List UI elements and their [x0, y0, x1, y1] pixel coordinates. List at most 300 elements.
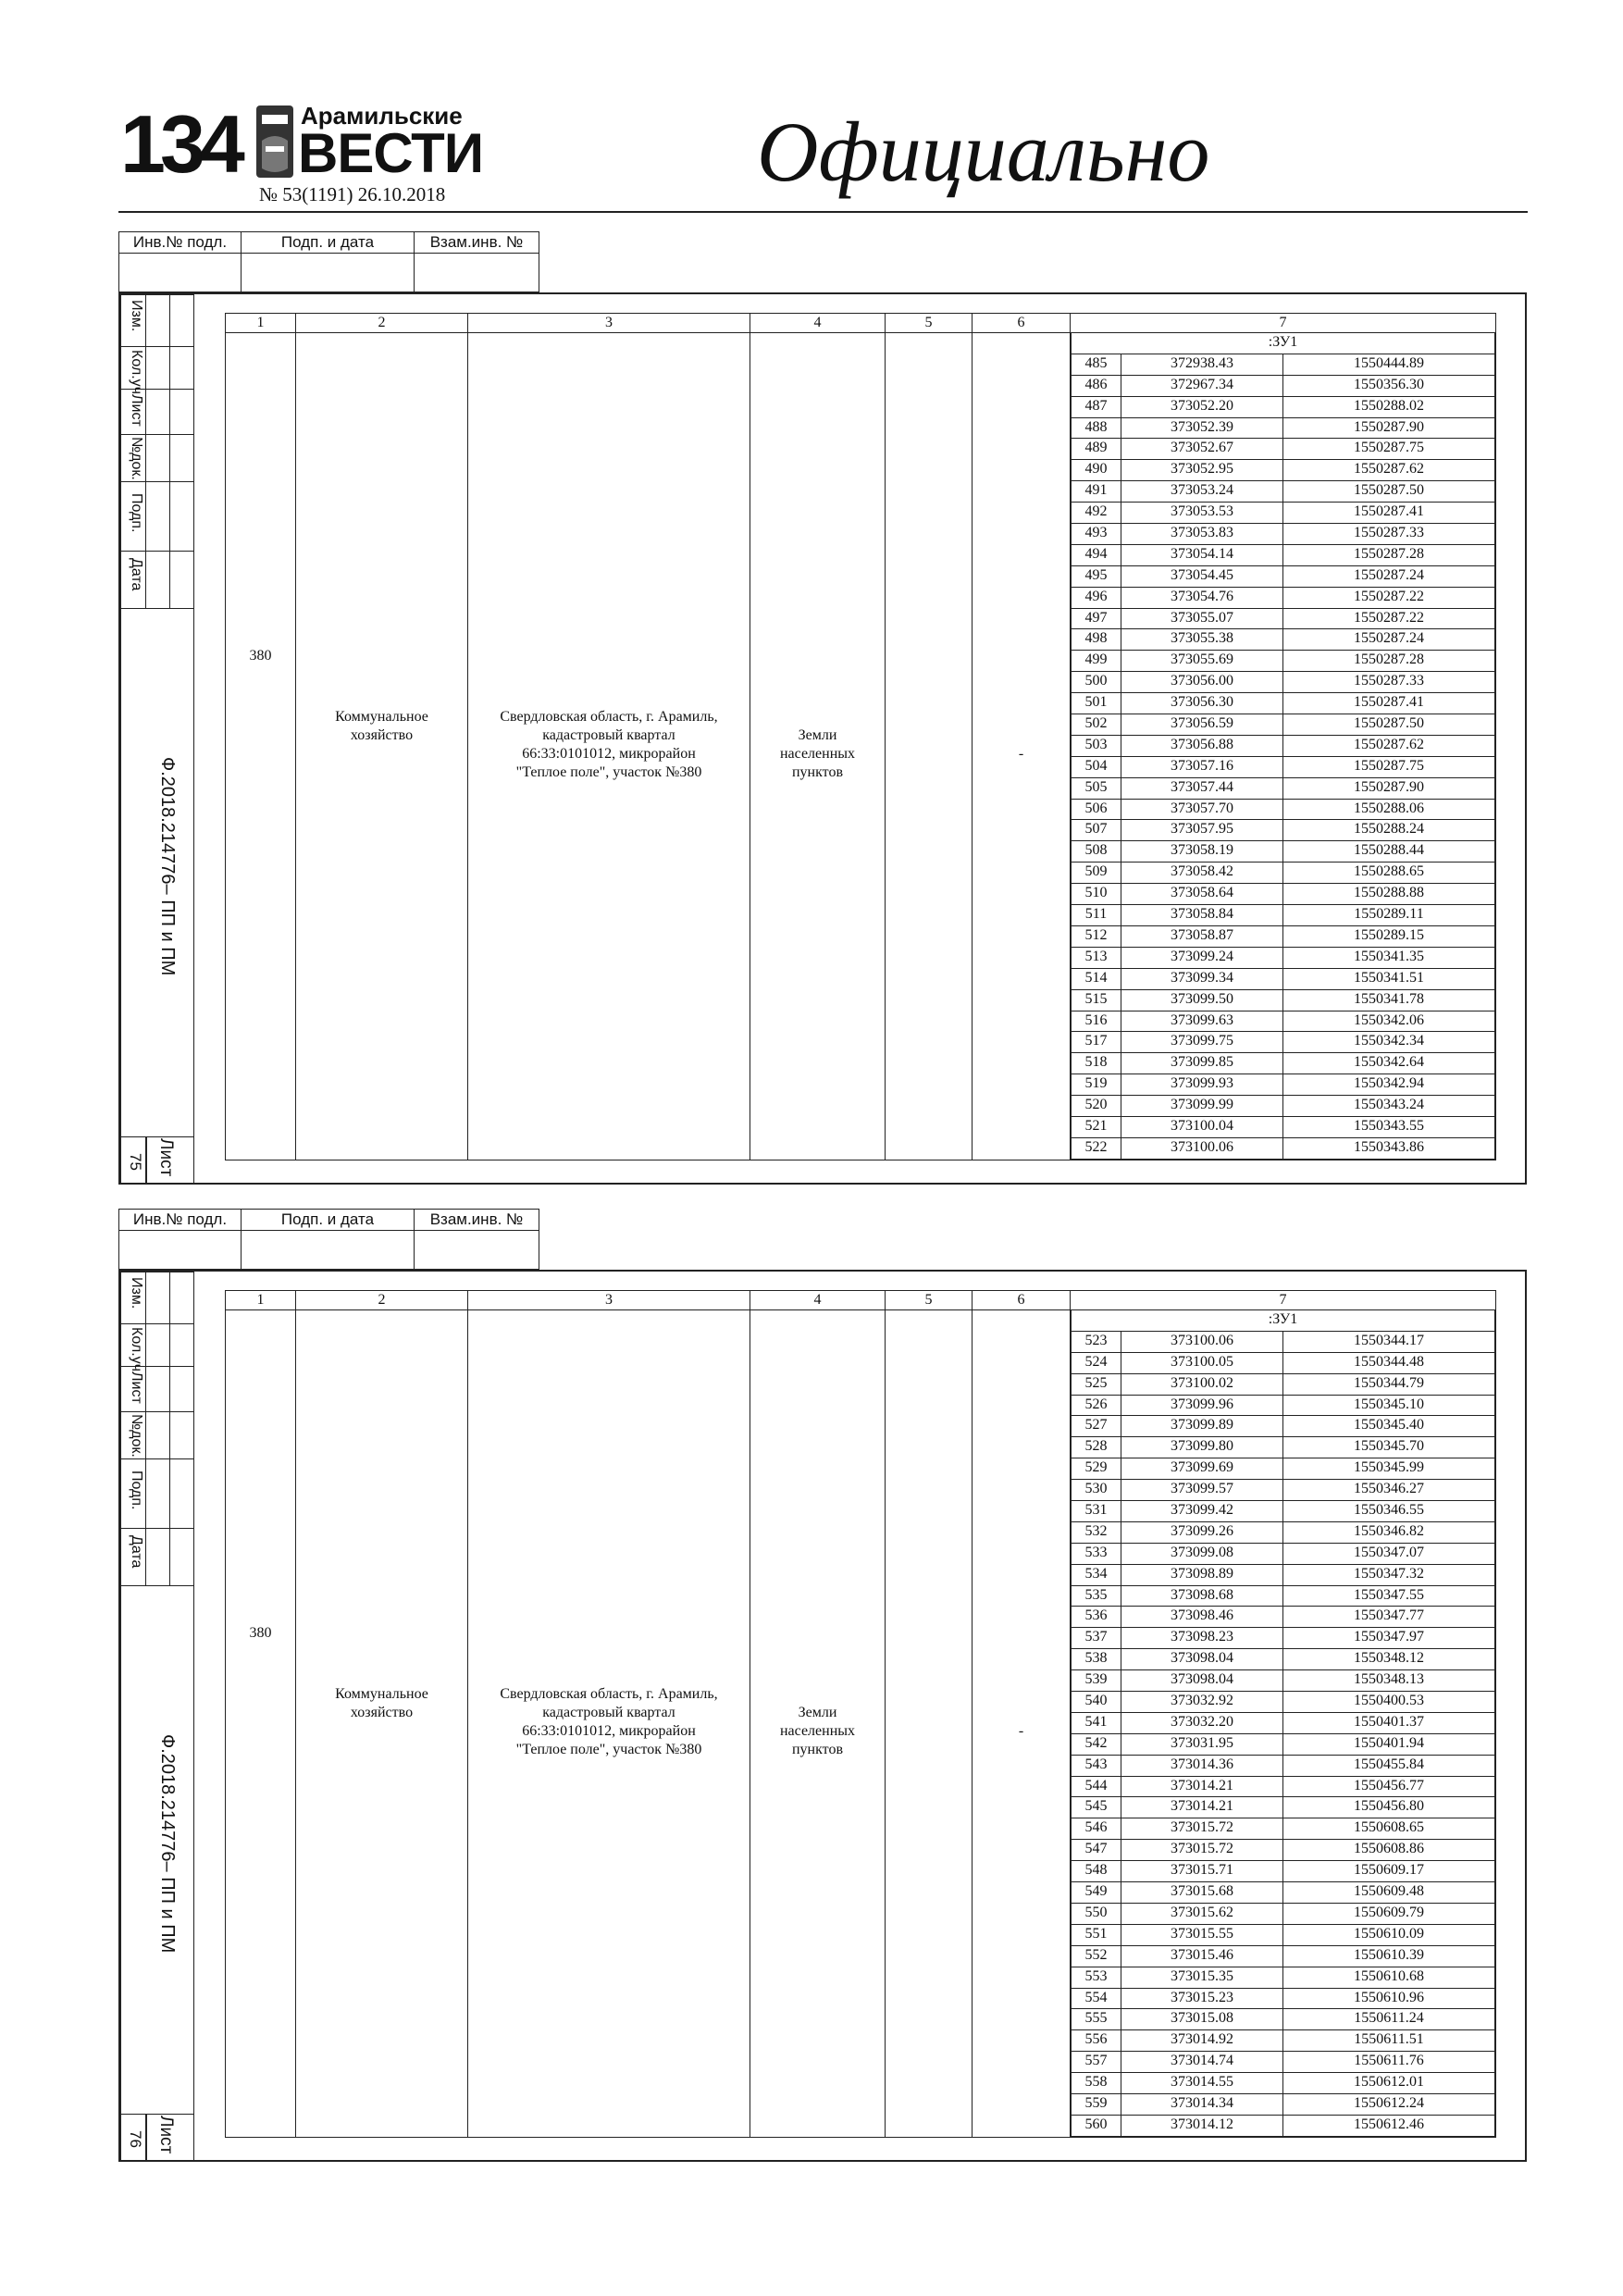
- col5-cell: [886, 1310, 973, 2138]
- col6-value: -: [1018, 746, 1024, 762]
- row-number: 380: [249, 1625, 272, 1641]
- main-table: [225, 313, 1496, 1160]
- side-label-ndok: №док.: [129, 1414, 144, 1458]
- point-number: 548: [1072, 1861, 1121, 1882]
- point-number: 498: [1072, 629, 1121, 651]
- coord-y: 1550342.64: [1283, 1053, 1495, 1074]
- table-row: [1072, 1818, 1495, 1840]
- side-label-koluch: Кол.уч: [129, 1327, 144, 1371]
- table-row: [1072, 777, 1495, 799]
- sign-label: Подп. и дата: [241, 1209, 415, 1231]
- coord-x: 373098.04: [1121, 1649, 1283, 1670]
- coord-y: 1550342.34: [1283, 1032, 1495, 1053]
- table-row: [1072, 629, 1495, 651]
- coord-y: 1550344.79: [1283, 1373, 1495, 1395]
- coord-y: 1550287.75: [1283, 439, 1495, 460]
- point-number: 556: [1072, 2030, 1121, 2052]
- coord-x: 373015.46: [1121, 1945, 1283, 1967]
- coord-x: 373055.69: [1121, 651, 1283, 672]
- coord-y: 1550287.24: [1283, 565, 1495, 587]
- inv-label: Инв.№ подл.: [118, 1209, 242, 1231]
- table-row: [1072, 1074, 1495, 1096]
- point-number: 538: [1072, 1649, 1121, 1670]
- coord-x: 373054.45: [1121, 565, 1283, 587]
- coord-x: 373098.89: [1121, 1564, 1283, 1585]
- coord-y: 1550609.79: [1283, 1903, 1495, 1924]
- coord-y: 1550344.48: [1283, 1352, 1495, 1373]
- table-row: [1072, 1967, 1495, 1988]
- land-use: [296, 1310, 467, 1722]
- zu-label: :ЗУ1: [1072, 333, 1495, 354]
- coord-x: 373056.00: [1121, 672, 1283, 693]
- coord-x: 373054.14: [1121, 544, 1283, 565]
- coord-y: 1550609.48: [1283, 1882, 1495, 1904]
- table-row: [1072, 1352, 1495, 1373]
- point-number: 524: [1072, 1352, 1121, 1373]
- coord-y: 1550345.99: [1283, 1458, 1495, 1480]
- table-row: [1072, 417, 1495, 439]
- table-row: [1072, 1543, 1495, 1564]
- coord-x: 373015.35: [1121, 1967, 1283, 1988]
- side-label-koluch: Кол.уч: [129, 350, 144, 394]
- brand-top: Арамильские: [301, 102, 463, 130]
- col-header: 3: [468, 314, 750, 333]
- point-number: 491: [1072, 481, 1121, 503]
- coord-x: 373057.95: [1121, 820, 1283, 841]
- coord-x: 373099.80: [1121, 1437, 1283, 1458]
- point-number: 553: [1072, 1967, 1121, 1988]
- address-line: "Теплое поле", участок №380: [515, 1742, 702, 1757]
- point-number: 486: [1072, 375, 1121, 396]
- table-row: [1072, 1861, 1495, 1882]
- point-number: 502: [1072, 714, 1121, 736]
- coord-y: 1550345.70: [1283, 1437, 1495, 1458]
- coord-y: 1550287.28: [1283, 651, 1495, 672]
- table-row: [1072, 714, 1495, 736]
- point-number: 499: [1072, 651, 1121, 672]
- point-number: 544: [1072, 1776, 1121, 1797]
- point-number: 533: [1072, 1543, 1121, 1564]
- coord-x: 373099.63: [1121, 1011, 1283, 1032]
- side-label-podp: Подп.: [129, 1471, 144, 1510]
- coord-y: 1550346.55: [1283, 1501, 1495, 1522]
- coord-x: 373100.06: [1121, 1137, 1283, 1159]
- coord-y: 1550612.01: [1283, 2073, 1495, 2094]
- coord-y: 1550610.96: [1283, 1988, 1495, 2009]
- point-number: 490: [1072, 460, 1121, 481]
- table-row: [1072, 1373, 1495, 1395]
- coord-x: 373100.05: [1121, 1352, 1283, 1373]
- vzam-value: [414, 253, 539, 292]
- point-number: 511: [1072, 905, 1121, 926]
- coord-x: 373014.34: [1121, 2093, 1283, 2115]
- col-header: 2: [296, 1291, 468, 1310]
- coord-x: 373099.42: [1121, 1501, 1283, 1522]
- table-row: [1072, 1416, 1495, 1437]
- table-row: [1072, 439, 1495, 460]
- vzam-label: Взам.инв. №: [414, 231, 539, 254]
- side-label-izm: Изм.: [129, 300, 144, 332]
- table-row: [1072, 841, 1495, 863]
- point-number: 510: [1072, 884, 1121, 905]
- point-number: 540: [1072, 1692, 1121, 1713]
- vzam-value: [414, 1230, 539, 1270]
- point-number: 525: [1072, 1373, 1121, 1395]
- coord-x: 373015.72: [1121, 1840, 1283, 1861]
- point-number: 500: [1072, 672, 1121, 693]
- zu-label: :ЗУ1: [1072, 1310, 1495, 1331]
- sheet-label: Лист: [156, 2116, 176, 2154]
- issue-info: № 53(1191) 26.10.2018: [259, 183, 446, 205]
- coord-x: 372967.34: [1121, 375, 1283, 396]
- point-number: 522: [1072, 1137, 1121, 1159]
- coord-y: 1550611.76: [1283, 2052, 1495, 2073]
- sheet-number: 75: [127, 1153, 144, 1171]
- category-line: пунктов: [791, 764, 844, 780]
- coord-y: 1550288.24: [1283, 820, 1495, 841]
- table-row: [1072, 1607, 1495, 1628]
- coord-x: 373058.84: [1121, 905, 1283, 926]
- point-number: 485: [1072, 354, 1121, 375]
- coord-y: 1550343.55: [1283, 1116, 1495, 1137]
- coord-x: 373015.23: [1121, 1988, 1283, 2009]
- coord-x: 372938.43: [1121, 354, 1283, 375]
- point-number: 531: [1072, 1501, 1121, 1522]
- point-number: 552: [1072, 1945, 1121, 1967]
- sheet-no-divider: [145, 2114, 147, 2162]
- point-number: 543: [1072, 1755, 1121, 1776]
- col-header: 6: [973, 314, 1071, 333]
- point-number: 513: [1072, 947, 1121, 968]
- coord-x: 373052.67: [1121, 439, 1283, 460]
- point-number: 501: [1072, 693, 1121, 714]
- coord-y: 1550287.22: [1283, 587, 1495, 608]
- category-line: населенных: [779, 1723, 856, 1739]
- point-number: 526: [1072, 1395, 1121, 1416]
- table-row: [1072, 863, 1495, 884]
- table-row: [1072, 1011, 1495, 1032]
- coord-y: 1550400.53: [1283, 1692, 1495, 1713]
- table-row: [1072, 565, 1495, 587]
- coord-y: 1550287.41: [1283, 693, 1495, 714]
- coord-x: 373014.12: [1121, 2115, 1283, 2136]
- coord-y: 1550344.17: [1283, 1331, 1495, 1352]
- inv-label: Инв.№ подл.: [118, 231, 242, 254]
- land-use-line: Коммунальное: [335, 1686, 428, 1702]
- table-row: [1072, 1331, 1495, 1352]
- brand-main: ВЕСТИ: [298, 122, 483, 184]
- table-row: [1072, 587, 1495, 608]
- table-row: [1072, 1032, 1495, 1053]
- side-label-podp: Подп.: [129, 493, 144, 533]
- coord-x: 373014.92: [1121, 2030, 1283, 2052]
- table-row: [1072, 1776, 1495, 1797]
- coord-x: 373057.70: [1121, 799, 1283, 820]
- point-number: 539: [1072, 1670, 1121, 1692]
- point-number: 512: [1072, 925, 1121, 947]
- coord-y: 1550287.33: [1283, 524, 1495, 545]
- table-row: [1072, 524, 1495, 545]
- point-number: 555: [1072, 2009, 1121, 2030]
- doc-code: Ф.2018.214776– ПП и ПМ: [157, 757, 178, 976]
- coord-x: 373032.92: [1121, 1692, 1283, 1713]
- col-header: 7: [1071, 314, 1496, 333]
- coord-y: 1550610.39: [1283, 1945, 1495, 1967]
- point-number: 532: [1072, 1521, 1121, 1543]
- point-number: 523: [1072, 1331, 1121, 1352]
- col-header: 5: [886, 1291, 973, 1310]
- coord-x: 373098.46: [1121, 1607, 1283, 1628]
- coord-y: 1550287.28: [1283, 544, 1495, 565]
- coord-x: 373015.68: [1121, 1882, 1283, 1904]
- coord-x: 373014.36: [1121, 1755, 1283, 1776]
- side-label-data: Дата: [129, 1535, 144, 1569]
- table-row: [1072, 1585, 1495, 1607]
- table-row: [1072, 1458, 1495, 1480]
- category-line: населенных: [779, 746, 856, 762]
- address: [468, 1310, 750, 1759]
- rubric-title: Официально: [757, 105, 1210, 199]
- coord-x: 373015.62: [1121, 1903, 1283, 1924]
- point-number: 529: [1072, 1458, 1121, 1480]
- coord-y: 1550444.89: [1283, 354, 1495, 375]
- coord-x: 373058.42: [1121, 863, 1283, 884]
- land-use-line: хозяйство: [350, 1705, 414, 1720]
- coord-y: 1550612.46: [1283, 2115, 1495, 2136]
- coord-y: 1550347.55: [1283, 1585, 1495, 1607]
- sign-value: [241, 253, 415, 292]
- table-row: [1072, 989, 1495, 1011]
- table-row: [1072, 1521, 1495, 1543]
- point-number: 493: [1072, 524, 1121, 545]
- coord-y: 1550356.30: [1283, 375, 1495, 396]
- coord-y: 1550347.97: [1283, 1628, 1495, 1649]
- coord-y: 1550287.24: [1283, 629, 1495, 651]
- address-line: кадастровый квартал: [542, 727, 675, 743]
- coord-y: 1550610.68: [1283, 1967, 1495, 1988]
- coord-x: 373053.24: [1121, 481, 1283, 503]
- table-row: [1072, 968, 1495, 989]
- table-row: [1072, 1988, 1495, 2009]
- coord-y: 1550287.50: [1283, 481, 1495, 503]
- table-row: [1072, 1096, 1495, 1117]
- point-number: 488: [1072, 417, 1121, 439]
- coord-y: 1550456.80: [1283, 1797, 1495, 1818]
- col-header: 1: [226, 314, 296, 333]
- table-row: [1072, 1480, 1495, 1501]
- coord-y: 1550287.90: [1283, 777, 1495, 799]
- table-row: [1072, 2115, 1495, 2136]
- coord-x: 373099.69: [1121, 1458, 1283, 1480]
- sheet-frame: [118, 1270, 1527, 2162]
- coord-x: 373099.96: [1121, 1395, 1283, 1416]
- table-row: [1072, 1116, 1495, 1137]
- stamp-topbox: [118, 1209, 539, 1270]
- main-table: [225, 1290, 1496, 2138]
- coord-y: 1550456.77: [1283, 1776, 1495, 1797]
- point-number: 554: [1072, 1988, 1121, 2009]
- table-row: [1072, 2073, 1495, 2094]
- coord-y: 1550289.11: [1283, 905, 1495, 926]
- table-row: [1072, 2093, 1495, 2115]
- row-number: 380: [249, 648, 272, 664]
- table-row: [1072, 925, 1495, 947]
- coord-x: 373058.64: [1121, 884, 1283, 905]
- coord-x: 373099.34: [1121, 968, 1283, 989]
- coord-y: 1550346.82: [1283, 1521, 1495, 1543]
- address-line: Свердловская область, г. Арамиль,: [500, 1686, 718, 1702]
- point-number: 537: [1072, 1628, 1121, 1649]
- address: [468, 333, 750, 782]
- point-number: 541: [1072, 1712, 1121, 1733]
- point-number: 545: [1072, 1797, 1121, 1818]
- coord-x: 373099.57: [1121, 1480, 1283, 1501]
- coord-y: 1550347.32: [1283, 1564, 1495, 1585]
- table-row: [1072, 2009, 1495, 2030]
- point-number: 487: [1072, 396, 1121, 417]
- coord-y: 1550345.10: [1283, 1395, 1495, 1416]
- table-row: [1072, 354, 1495, 375]
- page-number: 134: [120, 98, 240, 190]
- table-row: [1072, 693, 1495, 714]
- table-row: [1072, 1501, 1495, 1522]
- table-row: [1072, 1733, 1495, 1755]
- land-category: [750, 1310, 885, 1759]
- coord-x: 373014.55: [1121, 2073, 1283, 2094]
- side-label-list: Лист: [129, 394, 144, 427]
- land-use-line: Коммунальное: [335, 709, 428, 725]
- point-number: 506: [1072, 799, 1121, 820]
- point-number: 497: [1072, 608, 1121, 629]
- coord-x: 373053.83: [1121, 524, 1283, 545]
- coords-table: [1071, 333, 1495, 1160]
- coord-x: 373052.95: [1121, 460, 1283, 481]
- point-number: 517: [1072, 1032, 1121, 1053]
- sheet-label: Лист: [156, 1138, 176, 1177]
- coord-y: 1550608.65: [1283, 1818, 1495, 1840]
- sheet-frame: [118, 292, 1527, 1185]
- coord-x: 373057.44: [1121, 777, 1283, 799]
- coord-x: 373058.19: [1121, 841, 1283, 863]
- side-label-izm: Изм.: [129, 1277, 144, 1309]
- land-use: [296, 333, 467, 745]
- coord-y: 1550347.07: [1283, 1543, 1495, 1564]
- point-number: 530: [1072, 1480, 1121, 1501]
- coord-y: 1550346.27: [1283, 1480, 1495, 1501]
- coord-x: 373098.04: [1121, 1670, 1283, 1692]
- coord-x: 373099.08: [1121, 1543, 1283, 1564]
- point-number: 550: [1072, 1903, 1121, 1924]
- coord-x: 373031.95: [1121, 1733, 1283, 1755]
- coord-x: 373099.89: [1121, 1416, 1283, 1437]
- table-row: [1072, 481, 1495, 503]
- table-row: [1072, 375, 1495, 396]
- point-number: 549: [1072, 1882, 1121, 1904]
- land-category: [750, 333, 885, 782]
- coord-x: 373014.74: [1121, 2052, 1283, 2073]
- coord-y: 1550287.22: [1283, 608, 1495, 629]
- col-header: 4: [750, 1291, 886, 1310]
- point-number: 496: [1072, 587, 1121, 608]
- coord-y: 1550341.78: [1283, 989, 1495, 1011]
- sign-value: [241, 1230, 415, 1270]
- coord-y: 1550288.02: [1283, 396, 1495, 417]
- coord-x: 373055.07: [1121, 608, 1283, 629]
- coord-y: 1550288.88: [1283, 884, 1495, 905]
- coord-y: 1550287.33: [1283, 672, 1495, 693]
- coord-y: 1550345.40: [1283, 1416, 1495, 1437]
- point-number: 534: [1072, 1564, 1121, 1585]
- coord-y: 1550401.94: [1283, 1733, 1495, 1755]
- coord-x: 373014.21: [1121, 1776, 1283, 1797]
- point-number: 551: [1072, 1924, 1121, 1945]
- point-number: 494: [1072, 544, 1121, 565]
- coord-y: 1550348.13: [1283, 1670, 1495, 1692]
- coord-x: 373015.72: [1121, 1818, 1283, 1840]
- col-header: 3: [468, 1291, 750, 1310]
- coord-y: 1550287.41: [1283, 503, 1495, 524]
- point-number: 559: [1072, 2093, 1121, 2115]
- point-number: 542: [1072, 1733, 1121, 1755]
- table-row: [1072, 1712, 1495, 1733]
- table-row: [1072, 1649, 1495, 1670]
- col-header: 4: [750, 314, 886, 333]
- inv-value: [118, 1230, 242, 1270]
- coord-x: 373099.26: [1121, 1521, 1283, 1543]
- coord-y: 1550610.09: [1283, 1924, 1495, 1945]
- table-row: [1072, 756, 1495, 777]
- point-number: 495: [1072, 565, 1121, 587]
- table-row: [1072, 735, 1495, 756]
- col-header: 7: [1071, 1291, 1496, 1310]
- coord-x: 373052.20: [1121, 396, 1283, 417]
- coord-x: 373032.20: [1121, 1712, 1283, 1733]
- point-number: 508: [1072, 841, 1121, 863]
- land-use-line: хозяйство: [350, 727, 414, 743]
- coord-y: 1550287.75: [1283, 756, 1495, 777]
- coord-x: 373098.68: [1121, 1585, 1283, 1607]
- table-row: [1072, 672, 1495, 693]
- point-number: 521: [1072, 1116, 1121, 1137]
- coord-y: 1550288.65: [1283, 863, 1495, 884]
- address-line: Свердловская область, г. Арамиль,: [500, 709, 718, 725]
- side-label-data: Дата: [129, 558, 144, 591]
- col-header: 1: [226, 1291, 296, 1310]
- coord-y: 1550287.62: [1283, 735, 1495, 756]
- coord-x: 373052.39: [1121, 417, 1283, 439]
- coord-y: 1550401.37: [1283, 1712, 1495, 1733]
- coord-x: 373015.55: [1121, 1924, 1283, 1945]
- point-number: 505: [1072, 777, 1121, 799]
- table-row: [1072, 460, 1495, 481]
- stamp-topbox: [118, 231, 539, 292]
- address-line: "Теплое поле", участок №380: [515, 764, 702, 780]
- coord-x: 373056.88: [1121, 735, 1283, 756]
- table-row: [1072, 1628, 1495, 1649]
- point-number: 547: [1072, 1840, 1121, 1861]
- side-label-list: Лист: [129, 1371, 144, 1404]
- coord-x: 373100.06: [1121, 1331, 1283, 1352]
- point-number: 519: [1072, 1074, 1121, 1096]
- coord-y: 1550341.51: [1283, 968, 1495, 989]
- table-row: [1072, 799, 1495, 820]
- point-number: 520: [1072, 1096, 1121, 1117]
- coord-y: 1550343.86: [1283, 1137, 1495, 1159]
- col5-cell: [886, 333, 973, 1160]
- point-number: 514: [1072, 968, 1121, 989]
- side-label-ndok: №док.: [129, 437, 144, 480]
- sign-label: Подп. и дата: [241, 231, 415, 254]
